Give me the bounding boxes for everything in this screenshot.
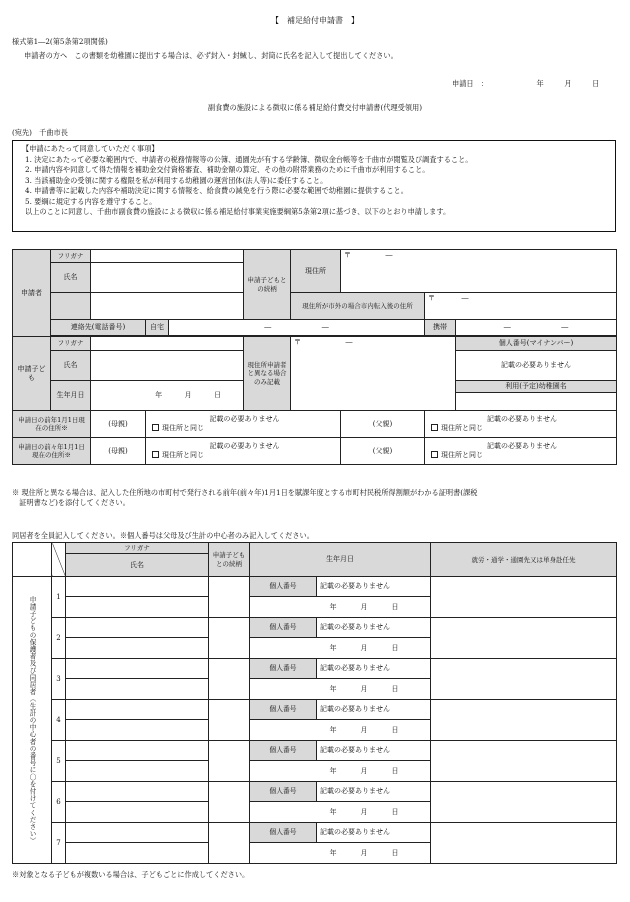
cohab-birth-field[interactable]	[250, 638, 431, 659]
cohab-relation-field[interactable]	[209, 618, 250, 659]
cohab-my-number-label: 個人番号	[250, 618, 317, 638]
cohab-furigana-field[interactable]	[66, 618, 209, 638]
mother-label: (母親)	[91, 438, 146, 465]
cohab-side-header	[13, 543, 52, 577]
cohab-birth-day: 日	[391, 725, 399, 734]
not-required-note: 記載の必要ありません	[487, 415, 558, 424]
same-address-checkbox[interactable]	[152, 424, 159, 431]
mother-label: (母親)	[91, 411, 146, 438]
child-birth-label: 生年月日	[51, 381, 91, 411]
cohab-work-field[interactable]	[431, 577, 617, 618]
cohab-birth-year: 年	[329, 807, 337, 816]
father-prev2-address[interactable]	[425, 438, 617, 465]
home-phone-field[interactable]	[169, 320, 425, 336]
cohab-birth-day: 日	[391, 848, 399, 857]
child-birth-year: 年	[155, 391, 163, 400]
cohab-side-label	[13, 577, 52, 864]
application-date	[452, 79, 599, 88]
transfer-address-field[interactable]	[425, 293, 617, 320]
phone-dash: ―	[321, 323, 329, 332]
residence-note-line: ※ 現住所と異なる場合は、記入した住所地の市町村で発行される前年(前々年)1月1日を賦課年度とする市町村民税所得割額がわかる証明書(課税	[12, 488, 478, 497]
postal-mark: 〒	[344, 251, 352, 259]
cohab-birth-day: 日	[391, 602, 399, 611]
child-birth-month: 月	[184, 391, 192, 400]
postal-dash: ―	[385, 251, 393, 259]
cohab-birth-field[interactable]	[250, 761, 431, 782]
postal-mark: 〒	[428, 294, 436, 302]
cohab-side-text: 申請子どもの保護者及び同居者（生計の中心者の番号に〇を付けてください）	[28, 595, 37, 845]
residence-note	[12, 488, 477, 507]
cohab-name-field[interactable]	[66, 597, 209, 618]
cohab-row-number[interactable]: 3	[52, 659, 66, 700]
cohab-row-number[interactable]: 2	[52, 618, 66, 659]
applicant-label: 申請者	[13, 250, 51, 337]
child-my-number-label: 個人番号(マイナンバー)	[456, 337, 617, 351]
cohab-furigana-field[interactable]	[66, 577, 209, 597]
cohab-birth-day: 日	[391, 643, 399, 652]
cohab-birth-month: 月	[360, 807, 368, 816]
consent-item: 5. 要綱に規定する内容を遵守すること。	[25, 196, 157, 206]
cohab-furigana-field[interactable]	[66, 700, 209, 720]
child-address-label: 現住所申請者と異なる場合のみ記載	[244, 337, 291, 411]
cohab-furigana-field[interactable]	[66, 782, 209, 802]
cohab-my-number-note: 記載の必要ありません	[317, 618, 431, 638]
same-address-checkbox[interactable]	[431, 451, 438, 458]
cohab-birth-month: 月	[360, 643, 368, 652]
cohab-work-field[interactable]	[431, 782, 617, 823]
cohab-name-field[interactable]	[66, 720, 209, 741]
cohab-birth-label: 生年月日	[250, 543, 431, 577]
cohab-birth-day: 日	[391, 766, 399, 775]
child-furigana-label: フリガナ	[51, 337, 91, 351]
applicant-name-field[interactable]	[91, 263, 244, 293]
cohab-work-field[interactable]	[431, 700, 617, 741]
cohab-my-number-note: 記載の必要ありません	[317, 577, 431, 597]
cohab-name-field[interactable]	[66, 761, 209, 782]
applicant-address-label: 現住所	[291, 250, 341, 293]
consent-closing: 以上のことに同意し、千曲市副食費の施設による徴収に係る補足給付事業実施要綱第5条第2項に基づき、以下のとおり申請します。	[25, 206, 451, 216]
same-address-label: 現住所と同じ	[441, 451, 484, 459]
postal-mark: 〒	[294, 338, 302, 346]
cohab-my-number-note: 記載の必要ありません	[317, 823, 431, 843]
cohab-birth-field[interactable]	[250, 720, 431, 741]
cohab-work-field[interactable]	[431, 618, 617, 659]
cohab-number-header	[52, 543, 66, 577]
not-required-note: 記載の必要ありません	[209, 442, 280, 451]
cohab-relation-field[interactable]	[209, 782, 250, 823]
cohab-birth-year: 年	[329, 725, 337, 734]
cohab-my-number-label: 個人番号	[250, 577, 317, 597]
child-birth-field[interactable]	[91, 381, 244, 411]
applicant-table	[12, 249, 617, 465]
not-required-note: 記載の必要ありません	[487, 442, 558, 451]
mobile-phone-field[interactable]	[456, 320, 617, 336]
cohab-birth-month: 月	[360, 725, 368, 734]
cohab-my-number-label: 個人番号	[250, 700, 317, 720]
cohab-row	[13, 577, 617, 597]
child-birth-day: 日	[214, 391, 222, 400]
same-address-checkbox[interactable]	[431, 424, 438, 431]
cohab-my-number-note: 記載の必要ありません	[317, 741, 431, 761]
cohab-birth-month: 月	[360, 684, 368, 693]
cohab-birth-field[interactable]	[250, 843, 431, 864]
cohab-row-number[interactable]: 7	[52, 823, 66, 864]
cohab-row	[13, 782, 617, 802]
cohab-row-number[interactable]: 1	[52, 577, 66, 618]
transfer-address-label: 現住所が市外の場合市内転入後の住所	[291, 293, 425, 320]
child-label: 申請子ども	[13, 337, 51, 411]
cohab-row-number[interactable]: 6	[52, 782, 66, 823]
child-address-field[interactable]	[291, 337, 456, 411]
same-address-label: 現住所と同じ	[441, 424, 484, 432]
cohab-my-number-label: 個人番号	[250, 741, 317, 761]
cohab-birth-year: 年	[329, 766, 337, 775]
applicant-name-label-cont	[51, 293, 91, 320]
cohab-row-number[interactable]: 4	[52, 700, 66, 741]
cohab-birth-day: 日	[391, 684, 399, 693]
cohab-my-number-label: 個人番号	[250, 659, 317, 679]
applicant-address-field[interactable]	[341, 250, 617, 293]
applicant-relation-label: 申請子どもとの続柄	[244, 250, 291, 320]
cohab-row	[13, 741, 617, 761]
cohab-my-number-label: 個人番号	[250, 823, 317, 843]
cohab-birth-year: 年	[329, 848, 337, 857]
cohab-name-field[interactable]	[66, 802, 209, 823]
prev-year-address-label: 申請日の前年1月1日現在の住所※	[13, 411, 91, 438]
postal-dash: ―	[345, 338, 353, 346]
mother-prev2-address[interactable]	[146, 438, 341, 465]
consent-item: 4. 申請書等に記載した内容や補助決定に関する情報を、給食費の減免を行う際に必要な範囲で幼稚園に提供すること。	[25, 186, 408, 196]
cohab-row	[13, 823, 617, 843]
cohab-work-field[interactable]	[431, 823, 617, 864]
contact-label: 連絡先(電話番号)	[51, 320, 146, 336]
cohab-birth-field[interactable]	[250, 597, 431, 618]
form-subtitle: 副食費の施設による徴収に係る補足給付費交付申請書(代理受領用)	[207, 103, 423, 112]
child-furigana-field[interactable]	[91, 337, 244, 351]
cohab-row	[13, 659, 617, 679]
cohab-relation-label: 申請子どもとの続柄	[209, 543, 250, 577]
date-day: 日	[592, 79, 600, 88]
cohab-row	[13, 618, 617, 638]
footer-note: ※対象となる子どもが複数いる場合は、子どもごとに作成してください。	[12, 870, 250, 879]
prev2-year-address-label: 申請日の前々年1月1日現在の住所※	[13, 438, 91, 465]
cohab-name-field[interactable]	[66, 638, 209, 659]
cohab-my-number-note: 記載の必要ありません	[317, 700, 431, 720]
consent-heading: 【申請にあたって同意していただく事項】	[22, 144, 159, 153]
cohab-furigana-label: フリガナ	[66, 543, 209, 554]
cohab-birth-field[interactable]	[250, 679, 431, 700]
cohabitant-heading: 同居者を全員記入してください。※個人番号は父母及び生計の中心者のみ記入してください。	[12, 531, 314, 540]
home-phone-label: 自宅	[146, 320, 169, 336]
applicant-furigana-label: フリガナ	[51, 250, 91, 263]
cohab-relation-field[interactable]	[209, 659, 250, 700]
phone-dash: ―	[561, 323, 569, 332]
cohab-birth-month: 月	[360, 602, 368, 611]
cohab-birth-month: 月	[360, 766, 368, 775]
date-year: 年	[536, 79, 544, 88]
cohab-birth-year: 年	[329, 643, 337, 652]
date-label: 申請日 ：	[452, 79, 488, 88]
cohab-my-number-label: 個人番号	[250, 782, 317, 802]
cohab-work-field[interactable]	[431, 741, 617, 782]
father-label: (父親)	[341, 438, 425, 465]
cohab-work-field[interactable]	[431, 659, 617, 700]
form-number: 様式第1―2(第5条第2項関係)	[12, 37, 108, 46]
cohab-name-label: 氏名	[66, 554, 209, 577]
phone-dash: ―	[264, 323, 272, 332]
mobile-phone-label: 携帯	[425, 320, 456, 336]
consent-item: 3. 当該補助金の受領に関する権限を私が利用する幼稚園の運営団体(法人等)に委任すること。	[25, 175, 328, 185]
cohab-birth-field[interactable]	[250, 802, 431, 823]
cohab-birth-month: 月	[360, 848, 368, 857]
cohab-furigana-field[interactable]	[66, 741, 209, 761]
cohab-row	[13, 700, 617, 720]
cohab-furigana-field[interactable]	[66, 659, 209, 679]
cohab-relation-field[interactable]	[209, 823, 250, 864]
cohab-my-number-note: 記載の必要ありません	[317, 659, 431, 679]
same-address-label: 現住所と同じ	[162, 424, 204, 432]
kindergarten-label: 利用(予定)幼稚園名	[456, 381, 617, 393]
residence-note-line: 証明書など)を添付してください。	[12, 497, 130, 507]
document-title: 【 補足給付申請書 】	[271, 16, 359, 25]
consent-item: 2. 申請内容や同意して得た情報を補助金交付資格審査、補助金額の算定、その他の附帯業務のために千曲市が利用すること。	[25, 165, 430, 175]
postal-dash: ―	[461, 294, 469, 302]
cohab-name-field[interactable]	[66, 843, 209, 864]
applicant-name-field-cont[interactable]	[91, 293, 244, 320]
father-prev-address[interactable]	[425, 411, 617, 438]
child-my-number-note: 記載の必要ありません	[456, 351, 617, 381]
cohab-birth-year: 年	[329, 602, 337, 611]
cohab-relation-field[interactable]	[209, 741, 250, 782]
father-label: (父親)	[341, 411, 425, 438]
mother-prev-address[interactable]	[146, 411, 341, 438]
same-address-checkbox[interactable]	[152, 451, 159, 458]
child-name-field[interactable]	[91, 351, 244, 381]
cohab-my-number-note: 記載の必要ありません	[317, 782, 431, 802]
phone-dash: ―	[503, 323, 511, 332]
cohab-relation-field[interactable]	[209, 700, 250, 741]
applicant-notice: 申請者の方へ この書類を幼稚園に提出する場合は、必ず封入・封緘し、封筒に氏名を記入して提出してください。	[24, 51, 398, 60]
cohab-birth-day: 日	[391, 807, 399, 816]
cohab-relation-field[interactable]	[209, 577, 250, 618]
cohab-row-number[interactable]: 5	[52, 741, 66, 782]
addressee: (宛先) 千曲市長	[12, 128, 68, 137]
applicant-name-label: 氏名	[51, 263, 91, 293]
cohab-name-field[interactable]	[66, 679, 209, 700]
consent-item: 1. 決定にあたって必要な範囲内で、申請者の税務情報等の公簿、通園先が有する学齢簿、徴収金台帳等を千曲市が閲覧及び調査すること。	[25, 155, 473, 164]
cohab-work-label: 就労・通学・通園先又は単身赴任先	[431, 543, 617, 577]
cohabitant-table	[12, 542, 617, 864]
applicant-furigana-field[interactable]	[91, 250, 244, 263]
consent-box	[12, 140, 616, 232]
same-address-label: 現住所と同じ	[162, 451, 204, 459]
not-required-note: 記載の必要ありません	[209, 415, 280, 424]
cohab-furigana-field[interactable]	[66, 823, 209, 843]
kindergarten-field[interactable]	[456, 393, 617, 411]
date-month: 月	[564, 79, 572, 88]
cohab-birth-year: 年	[329, 684, 337, 693]
child-name-label: 氏名	[51, 351, 91, 381]
